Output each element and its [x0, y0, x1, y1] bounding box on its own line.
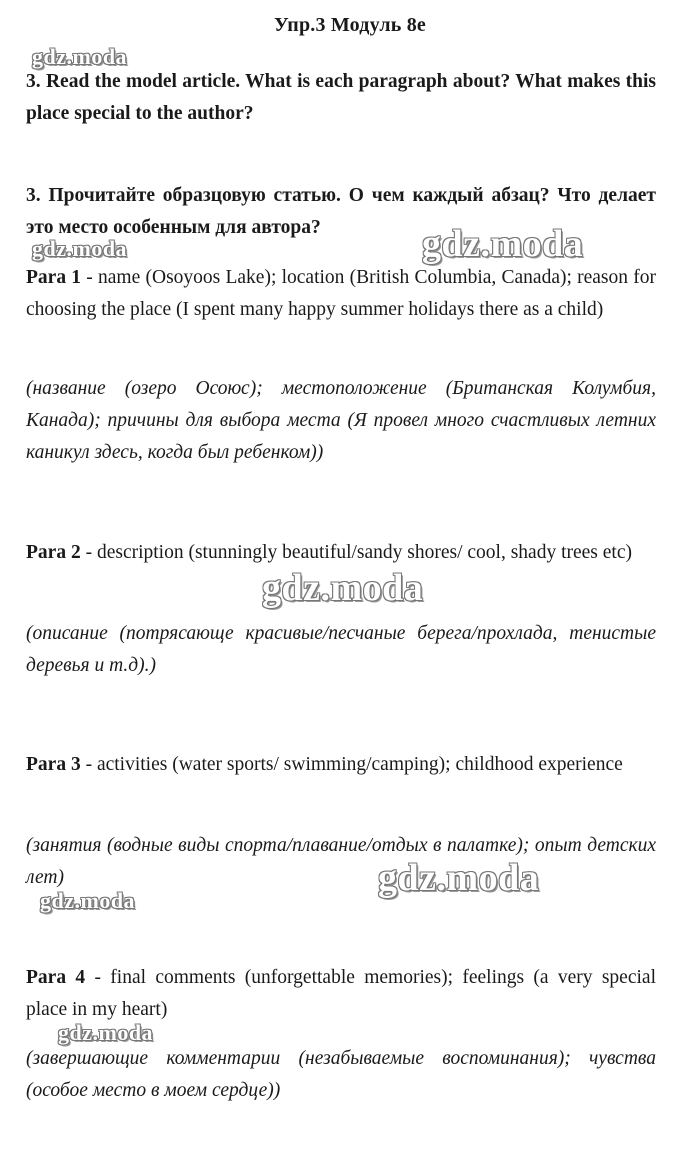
paragraph-4-text: - final comments (unforgettable memories); feelings (a very special place in my heart)	[26, 967, 656, 1020]
task-russian: 3. Прочитайте образцовую статью. О чем каждый абзац? Что делает это место особенным для автора?	[26, 185, 656, 238]
paragraph-4-english	[26, 962, 656, 1026]
paragraph-3-english	[26, 749, 656, 781]
paragraph-4-label: Para 4	[26, 967, 86, 988]
task-english: 3. Read the model article. What is each paragraph about? What makes this place special to the author?	[26, 71, 656, 124]
paragraph-1-russian: (название (озеро Осоюс); местоположение (Британская Колумбия, Канада); причины для выбора места (Я провел много счастливых летних каникул здесь, когда был ребенком))	[26, 378, 656, 463]
paragraph-4-russian: (завершающие комментарии (незабываемые воспоминания); чувства (особое место в моем сердце))	[26, 1048, 656, 1101]
watermark: gdz.moda	[32, 236, 128, 261]
paragraph-1-text: - name (Osoyoos Lake); location (British Columbia, Canada); reason for choosing the place (I spent many happy summer holidays there as a child)	[26, 267, 656, 320]
paragraph-2-english	[26, 537, 656, 569]
paragraph-3-text: - activities (water sports/ swimming/camping); childhood experience	[80, 754, 623, 775]
watermark: gdz.moda	[422, 223, 584, 265]
paragraph-1-label: Para 1	[26, 267, 82, 288]
paragraph-1-english	[26, 262, 656, 326]
paragraph-3-russian: (занятия (водные виды спорта/плавание/отдых в палатке); опыт детских лет)	[26, 835, 656, 888]
watermark: gdz.moda	[40, 888, 136, 913]
watermark: gdz.moda	[58, 1020, 154, 1045]
paragraph-3-label: Para 3	[26, 754, 81, 775]
page-title: Упр.3 Модуль 8e	[273, 14, 426, 36]
paragraph-2-russian: (описание (потрясающе красивые/песчаные берега/прохлада, тенистые деревья и т.д).)	[26, 623, 656, 676]
watermark: gdz.moda	[378, 857, 540, 899]
paragraph-2-label: Para 2	[26, 542, 81, 563]
watermark: gdz.moda	[32, 44, 128, 69]
paragraph-2-text: - description (stunningly beautiful/sandy shores/ cool, shady trees etc)	[80, 542, 632, 563]
watermark: gdz.moda	[262, 567, 424, 609]
